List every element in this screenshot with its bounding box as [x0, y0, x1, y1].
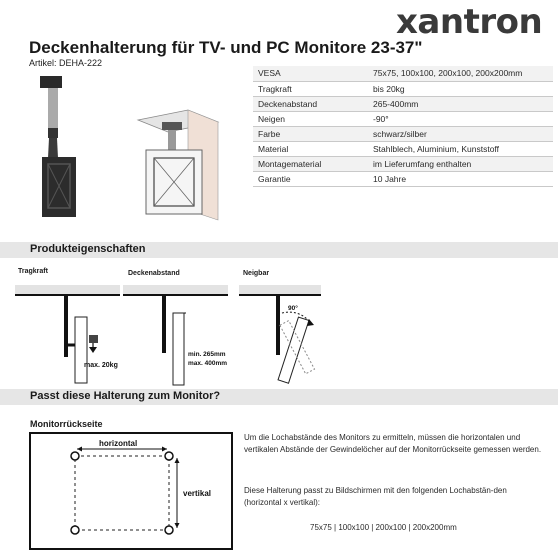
section-heading: Produkteigenschaften [30, 243, 146, 255]
spec-row: Montagematerial im Lieferumfang enthalten [253, 156, 553, 171]
spec-table [253, 66, 553, 187]
section-heading: Passt diese Halterung zum Monitor? [30, 390, 221, 402]
neigbar-diagram [239, 285, 344, 385]
deckenabstand-diagram [123, 285, 238, 385]
vertical-label: vertikal [183, 489, 212, 498]
brand-logo: xantron [396, 2, 543, 42]
neigbar-label: Neigbar [243, 270, 270, 277]
deckenabstand-label: Deckenabstand [128, 270, 180, 277]
compatible-sizes: 75x75 | 100x100 | 200x100 | 200x200mm [310, 523, 457, 532]
instructions-paragraph: Um die Lochabstände des Monitors zu ermitteln, müssen die horizontalen und vertikalen Abstände der Gewindelöcher auf der Monitorrückseite gemessen werden. [244, 433, 542, 454]
monitor-back-heading: Monitorrückseite [30, 419, 103, 429]
spec-row: Material Stahlblech, Aluminium, Kunststoff [253, 141, 553, 156]
article-number: Artikel: DEHA-222 [29, 58, 103, 68]
product-title: Deckenhalterung für TV- und PC Monitore 23-37" [29, 38, 423, 57]
horizontal-label: horizontal [99, 439, 138, 448]
spec-row: Farbe schwarz/silber [253, 126, 553, 141]
section-header-properties [0, 242, 558, 258]
vesa-diagram [29, 432, 235, 550]
spec-row: VESA 75x75, 100x100, 200x100, 200x200mm [253, 66, 553, 81]
tilt-angle: 90° [288, 305, 298, 312]
max-distance: max. 400mm [188, 360, 228, 367]
weight-icon [89, 335, 98, 343]
tragkraft-diagram [15, 285, 125, 385]
spec-row: Neigen -90° [253, 111, 553, 126]
product-photo-installed [128, 110, 238, 230]
section-header-fit [0, 389, 558, 405]
spec-row: Deckenabstand 265-400mm [253, 96, 553, 111]
compatibility-paragraph: Diese Halterung passt zu Bildschirmen mit den folgenden Lochabstän-den (horizontal x vertikal): [244, 486, 507, 507]
spec-row: Tragkraft bis 20kg [253, 81, 553, 96]
spec-row: Garantie 10 Jahre [253, 171, 553, 186]
product-photo-main [28, 72, 98, 222]
min-distance: min. 265mm [188, 351, 226, 358]
tragkraft-label: Tragkraft [18, 268, 48, 275]
tragkraft-note: max. 20kg [84, 362, 118, 369]
